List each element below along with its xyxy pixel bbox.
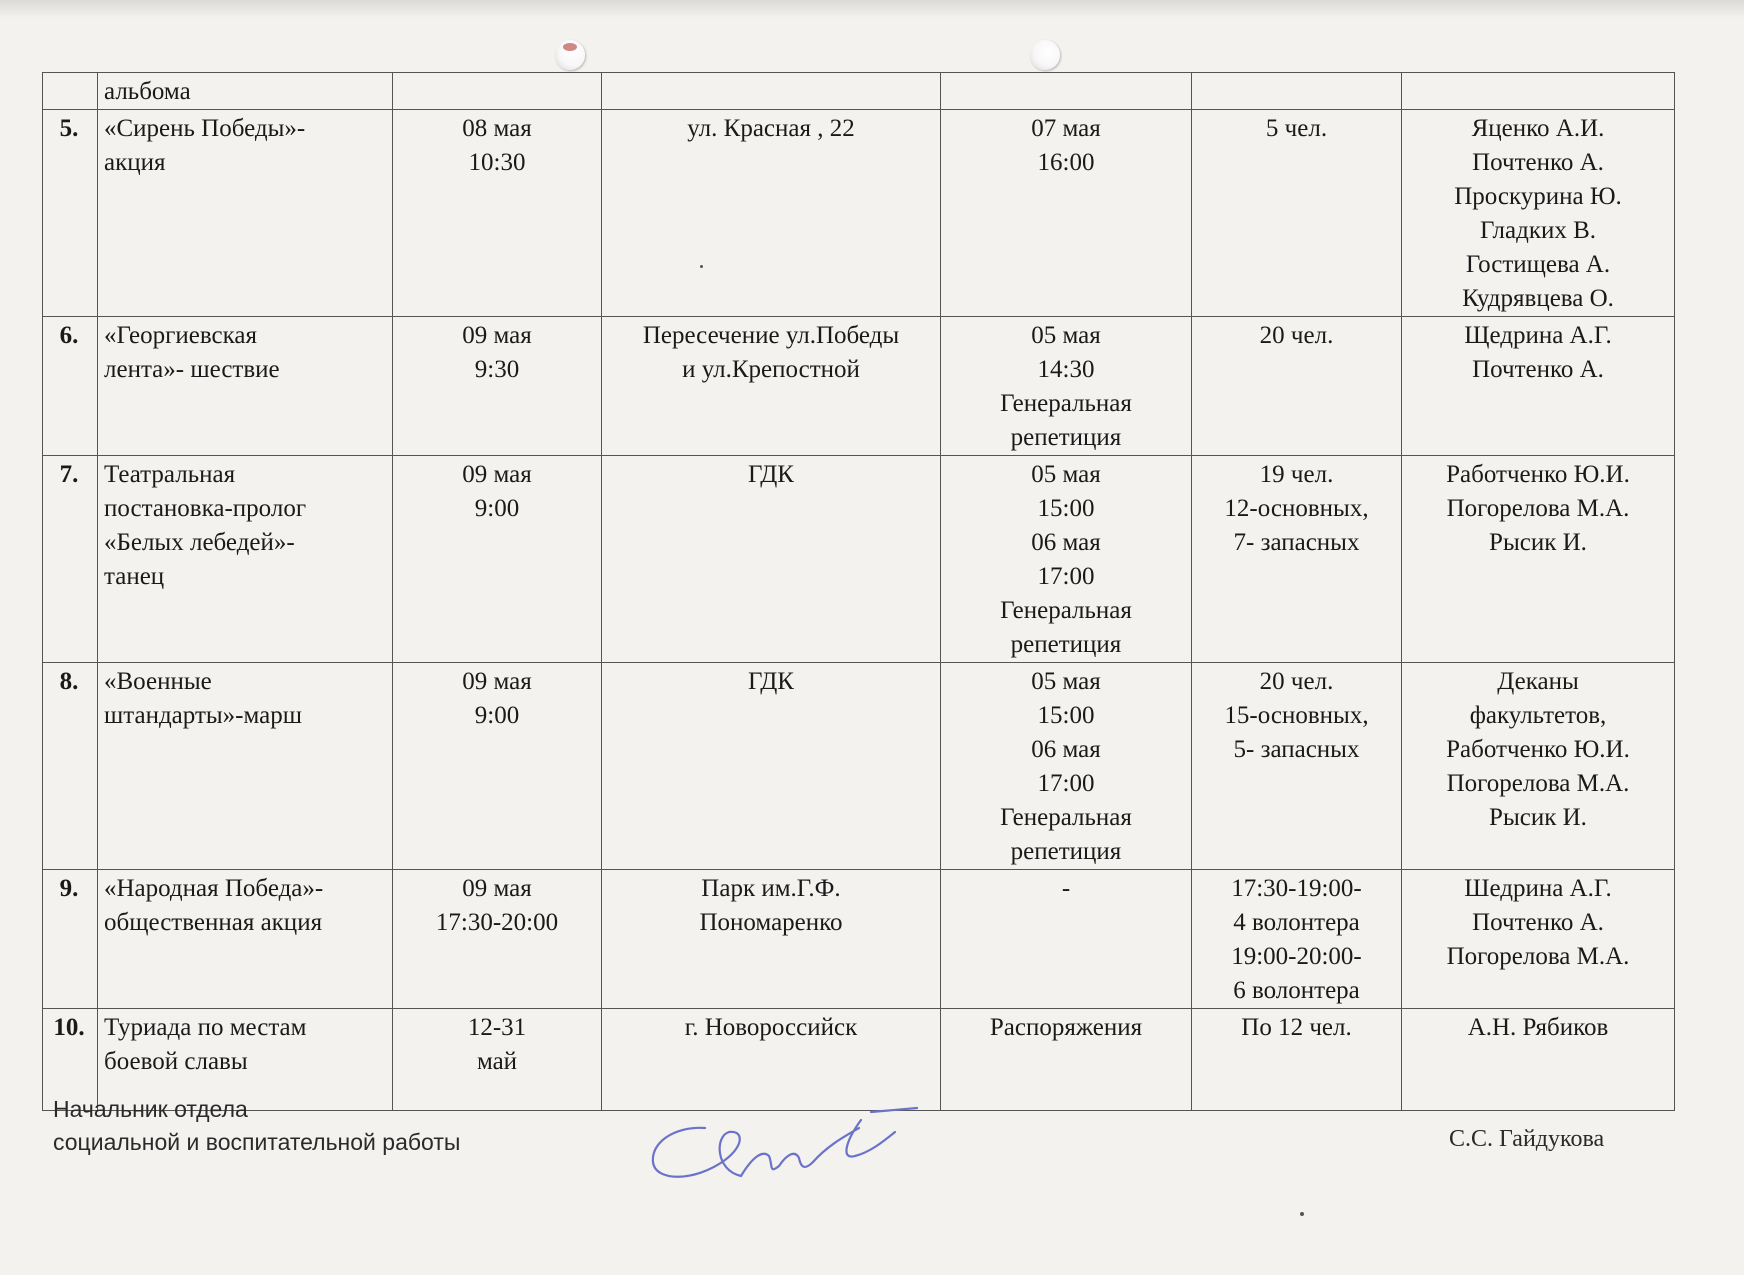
responsible-persons: Деканы факультетов, Работченко Ю.И. Погорелова М.А. Рысик И.	[1402, 663, 1675, 870]
table-row	[43, 456, 1675, 663]
table-row	[43, 870, 1675, 1009]
rehearsal-time: Распоряжения	[941, 1009, 1192, 1111]
event-date: 09 мая 17:30-20:00	[393, 870, 602, 1009]
event-place: ГДК	[602, 456, 941, 663]
responsible-persons: Щедрина А.Г. Почтенко А.	[1402, 317, 1675, 456]
participants-count: 17:30-19:00- 4 волонтера 19:00-20:00- 6 волонтера	[1192, 870, 1402, 1009]
rehearsal-time: 05 мая 14:30 Генеральная репетиция	[941, 317, 1192, 456]
participants-count: 20 чел. 15-основных, 5- запасных	[1192, 663, 1402, 870]
table-row	[43, 73, 1675, 110]
event-place: г. Новороссийск	[602, 1009, 941, 1111]
responsible-persons: Яценко А.И. Почтенко А. Проскурина Ю. Гладких В. Гостищева А. Кудрявцева О.	[1402, 110, 1675, 317]
row-number: 7.	[43, 456, 98, 663]
table-row	[43, 110, 1675, 317]
rehearsal-time: 05 мая 15:00 06 мая 17:00 Генеральная репетиция	[941, 663, 1192, 870]
row-number: 10.	[43, 1009, 98, 1111]
event-place	[602, 73, 941, 110]
row-number: 9.	[43, 870, 98, 1009]
participants-count	[1192, 73, 1402, 110]
event-name: альбома	[98, 73, 393, 110]
event-date: 09 мая 9:00	[393, 663, 602, 870]
responsible-persons: Шедрина А.Г. Почтенко А. Погорелова М.А.	[1402, 870, 1675, 1009]
signer-name: С.С. Гайдукова	[1449, 1126, 1605, 1152]
event-date: 12-31 май	[393, 1009, 602, 1111]
event-schedule-table	[42, 72, 1675, 1111]
event-date: 09 мая 9:30	[393, 317, 602, 456]
scan-speck	[700, 265, 703, 268]
participants-count: По 12 чел.	[1192, 1009, 1402, 1111]
punch-hole	[555, 40, 585, 70]
punch-hole	[1030, 40, 1060, 70]
event-name: «Военные штандарты»-марш	[98, 663, 393, 870]
participants-count: 20 чел.	[1192, 317, 1402, 456]
event-place: Парк им.Г.Ф. Пономаренко	[602, 870, 941, 1009]
event-date: 09 мая 9:00	[393, 456, 602, 663]
position-line-2: социальной и воспитательной работы	[53, 1129, 461, 1155]
row-number: 5.	[43, 110, 98, 317]
rehearsal-time	[941, 73, 1192, 110]
event-name: «Народная Победа»- общественная акция	[98, 870, 393, 1009]
event-date: 08 мая 10:30	[393, 110, 602, 317]
event-place: Пересечение ул.Победы и ул.Крепостной	[602, 317, 941, 456]
row-number	[43, 73, 98, 110]
signatory-position	[53, 1093, 460, 1159]
event-place: ул. Красная , 22	[602, 110, 941, 317]
participants-count: 19 чел. 12-основных, 7- запасных	[1192, 456, 1402, 663]
event-place: ГДК	[602, 663, 941, 870]
responsible-persons: А.Н. Рябиков	[1402, 1009, 1675, 1111]
table-row	[43, 663, 1675, 870]
row-number: 8.	[43, 663, 98, 870]
event-name: «Георгиевская лента»- шествие	[98, 317, 393, 456]
rehearsal-time: 07 мая 16:00	[941, 110, 1192, 317]
table-row	[43, 317, 1675, 456]
event-name: Туриада по местам боевой славы	[98, 1009, 393, 1111]
participants-count: 5 чел.	[1192, 110, 1402, 317]
position-line-1: Начальник отдела	[53, 1096, 248, 1122]
rehearsal-time: -	[941, 870, 1192, 1009]
scan-speck	[1300, 1212, 1304, 1216]
event-name: «Сирень Победы»- акция	[98, 110, 393, 317]
responsible-persons: Работченко Ю.И. Погорелова М.А. Рысик И.	[1402, 456, 1675, 663]
event-name: Театральная постановка-пролог «Белых лебедей»- танец	[98, 456, 393, 663]
event-date	[393, 73, 602, 110]
row-number: 6.	[43, 317, 98, 456]
responsible-persons	[1402, 73, 1675, 110]
scan-edge-shadow	[0, 0, 1744, 18]
rehearsal-time: 05 мая 15:00 06 мая 17:00 Генеральная репетиция	[941, 456, 1192, 663]
handwritten-signature	[645, 1090, 925, 1190]
